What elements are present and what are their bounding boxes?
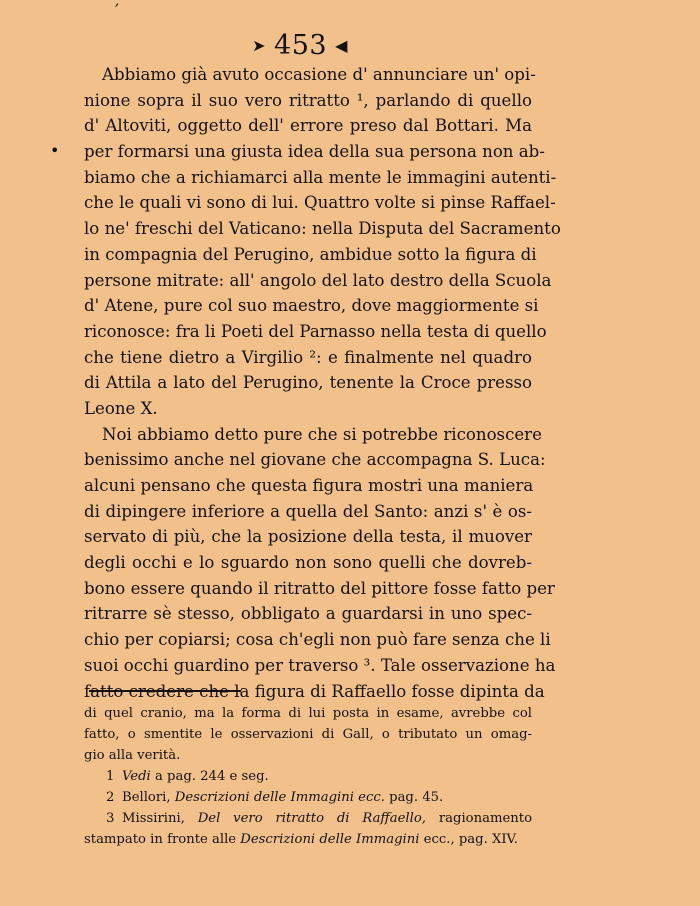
text-line: servato di più, che la posizione della testa, il muover bbox=[84, 527, 532, 547]
text-line: chio per copiarsi; cosa ch'egli non può fare senza che li bbox=[84, 630, 551, 650]
text-line: riconosce: fra li Poeti del Parnasso nella testa di quello bbox=[84, 321, 547, 341]
footnote-continuation-line: di quel cranio, ma la forma di lui posta in esame, avrebbe col bbox=[84, 706, 532, 721]
page-number: 453 bbox=[274, 30, 328, 61]
text-line: suoi occhi guardino per traverso ³. Tale osservazione ha bbox=[84, 655, 556, 675]
text-line: biamo che a richiamarci alla mente le immagini autenti- bbox=[84, 167, 557, 187]
margin-dot: • bbox=[50, 141, 60, 160]
text-line: benissimo anche nel giovane che accompagna S. Luca: bbox=[84, 450, 546, 470]
text-line: nione sopra il suo vero ritratto ¹, parlando di quello bbox=[84, 90, 532, 110]
text-line: di dipingere inferiore a quella del Santo: anzi s' è os- bbox=[84, 501, 532, 521]
text-line: d' Atene, pure col suo maestro, dove maggiormente si bbox=[84, 296, 539, 316]
text-line: ritrarre sè stesso, obbligato a guardarsi in uno spec- bbox=[84, 604, 532, 624]
text-line: Abbiamo già avuto occasione d' annunciare un' opi- bbox=[102, 65, 536, 84]
text-line: Noi abbiamo detto pure che si potrebbe riconoscere bbox=[102, 424, 542, 444]
footnote-3-continuation: stampato in fronte alle Descrizioni delle Immagini ecc., pag. XIV. bbox=[84, 832, 518, 847]
text-line: lo ne' freschi del Vaticano: nella Disputa del Sacramento bbox=[84, 219, 561, 239]
footnotes bbox=[84, 703, 532, 850]
footnote-3: 3 Missirini, Del vero ritratto di Raffaello, ragionamento bbox=[106, 811, 533, 826]
footnote-continuation-line: fatto, o smentite le osservazioni di Gall, o tributato un omag- bbox=[84, 727, 532, 742]
text-line: bono essere quando il ritratto del pittore fosse fatto per bbox=[84, 578, 555, 598]
right-ornament-icon: ◀ bbox=[335, 36, 348, 55]
text-line: in compagnia del Perugino, ambidue sotto la figura di bbox=[84, 244, 537, 264]
text-line: che tiene dietro a Virgilio ²: e finalmente nel quadro bbox=[84, 347, 532, 367]
text-line: fatto credere che la figura di Raffaello fosse dipinta da bbox=[84, 681, 545, 701]
main-text bbox=[84, 62, 561, 704]
top-mark: ʼ bbox=[114, 2, 119, 18]
text-line: d' Altoviti, oggetto dell' errore preso dal Bottari. Ma bbox=[84, 116, 532, 136]
footnote-1: 1 Vedi a pag. 244 e seg. bbox=[106, 769, 269, 784]
page-number-header bbox=[0, 30, 600, 62]
footnote-2: 2 Bellori, Descrizioni delle Immagini ecc. pag. 45. bbox=[106, 790, 444, 805]
text-line: degli occhi e lo sguardo non sono quelli che dovreb- bbox=[84, 553, 532, 573]
text-line: Leone X. bbox=[84, 398, 158, 418]
left-ornament-icon: ➤ bbox=[252, 36, 267, 55]
text-line: alcuni pensano che questa figura mostri una maniera bbox=[84, 476, 534, 495]
text-line: persone mitrate: all' angolo del lato destro della Scuola bbox=[84, 270, 552, 290]
footnote-continuation-line: gio alla verità. bbox=[84, 748, 181, 763]
text-line: che le quali vi sono di lui. Quattro volte si pinse Raffael- bbox=[84, 193, 556, 213]
text-line: per formarsi una giusta idea della sua persona non ab- bbox=[84, 142, 545, 162]
text-line: di Attila a lato del Perugino, tenente la Croce presso bbox=[84, 373, 532, 393]
footnote-divider bbox=[89, 690, 241, 692]
